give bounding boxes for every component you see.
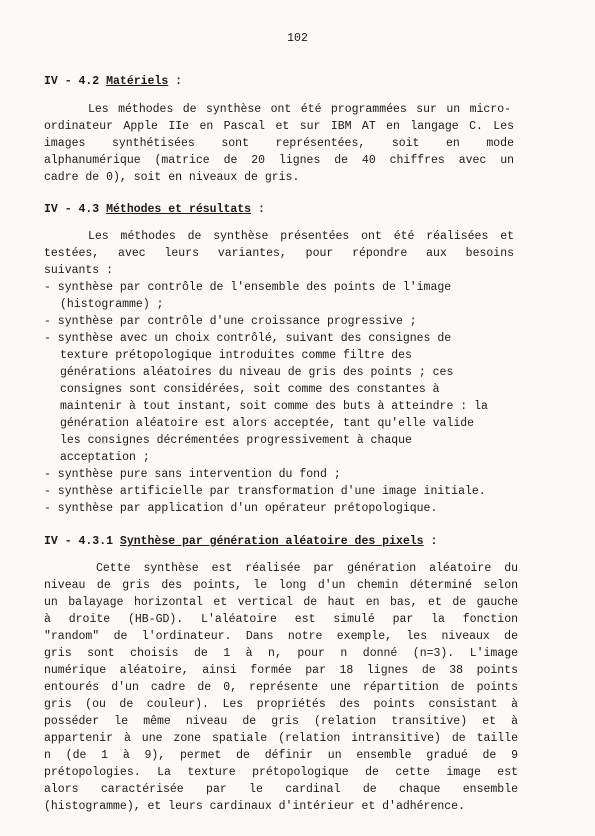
paragraph-line: gris sont choisis de 1 à n, pour n donné (n=3). L'image xyxy=(44,647,518,660)
section-suffix: : xyxy=(168,75,183,88)
list-item: - synthèse par contrôle de l'ensemble des points de l'image xyxy=(44,281,452,294)
paragraph-line: prétopologies. La texture prétopologique de cette image est xyxy=(44,766,518,779)
paragraph-line: Les méthodes de synthèse ont été programmées sur un micro- xyxy=(88,103,511,116)
section-title: Méthodes et résultats xyxy=(106,203,252,216)
section-title: Matériels xyxy=(106,75,169,88)
paragraph-line: images synthétisées sont représentées, soit en mode xyxy=(44,137,514,150)
list-item-continuation: maintenir à tout instant, soit comme des buts à atteindre : la xyxy=(60,400,488,413)
list-item: - synthèse avec un choix contrôlé, suivant des consignes de xyxy=(44,332,452,345)
section-heading-4-2 xyxy=(44,75,182,88)
page-number: 102 xyxy=(287,32,308,45)
paragraph-line: Les méthodes de synthèse présentées ont été réalisées et xyxy=(88,230,514,243)
list-item: - synthèse pure sans intervention du fond ; xyxy=(44,468,341,481)
section-number: IV - 4.2 xyxy=(44,75,100,88)
paragraph-line: niveau de gris des points, le long d'un chemin déterminé selon xyxy=(44,579,518,592)
section-heading-4-3-1 xyxy=(44,535,437,548)
section-suffix: : xyxy=(423,535,438,548)
list-item-continuation: texture prétopologique introduites comme filtre des xyxy=(60,349,412,362)
paragraph-line: gris (ou de couleur). Les propriétés des points consistant à xyxy=(44,698,518,711)
paragraph-line: suivants : xyxy=(44,264,114,277)
paragraph-line: à droite (HB-GD). L'aléatoire est simulé par la fonction xyxy=(44,613,518,626)
paragraph-line: "random" de l'ordinateur. Dans notre exemple, les niveaux de xyxy=(44,630,518,643)
paragraph-line: alors caractérisée par le cardinal de chaque ensemble xyxy=(44,783,518,796)
paragraph-line: (histogramme), et leurs cardinaux d'intérieur et d'adhérence. xyxy=(44,800,465,813)
paragraph-line: un balayage horizontal et vertical de haut en bas, et de gauche xyxy=(44,596,518,609)
paragraph-line: posséder le même niveau de gris (relation transitive) et à xyxy=(44,715,518,728)
list-item-continuation: les consignes décrémentées progressivement à chaque xyxy=(60,434,412,447)
list-item-continuation: consignes sont considérées, soit comme des constantes à xyxy=(60,383,440,396)
paragraph-line: entourés d'un cadre de 0, représente une répartition de points xyxy=(44,681,518,694)
list-item-continuation: génération aléatoire est alors acceptée, tant qu'elle valide xyxy=(60,417,475,430)
paragraph-line: numérique aléatoire, ainsi formée par 18 lignes de 38 points xyxy=(44,664,518,677)
section-number: IV - 4.3.1 xyxy=(44,535,114,548)
list-item: - synthèse par contrôle d'une croissance progressive ; xyxy=(44,315,417,328)
paragraph-line: cadre de 0), soit en niveaux de gris. xyxy=(44,171,300,184)
paragraph-line: appartenir à une zone spatiale (relation intransitive) de taille xyxy=(44,732,518,745)
list-item-continuation: acceptation ; xyxy=(60,451,150,464)
section-suffix: : xyxy=(251,203,265,216)
paragraph-line: Cette synthèse est réalisée par génération aléatoire du xyxy=(96,562,518,575)
list-item-continuation: (histogramme) ; xyxy=(60,298,164,311)
section-title: Synthèse par génération aléatoire des pixels xyxy=(119,535,424,548)
paragraph-line: alphanumérique (matrice de 20 lignes de 40 chiffres avec un xyxy=(44,154,514,167)
paragraph-line: n (de 1 à 9), permet de définir un ensemble gradué de 9 xyxy=(44,749,518,762)
list-item: - synthèse artificielle par transformation d'une image initiale. xyxy=(44,485,486,498)
list-item: - synthèse par application d'un opérateur prétopologique. xyxy=(44,502,438,515)
paragraph-line: testées, avec leurs variantes, pour répondre aux besoins xyxy=(44,247,514,260)
list-item-continuation: générations aléatoires du niveau de gris des points ; ces xyxy=(60,366,454,379)
paragraph-line: ordinateur Apple IIe en Pascal et sur IBM AT en langage C. Les xyxy=(44,120,514,133)
section-number: IV - 4.3 xyxy=(44,203,100,216)
section-heading-4-3 xyxy=(44,203,265,216)
